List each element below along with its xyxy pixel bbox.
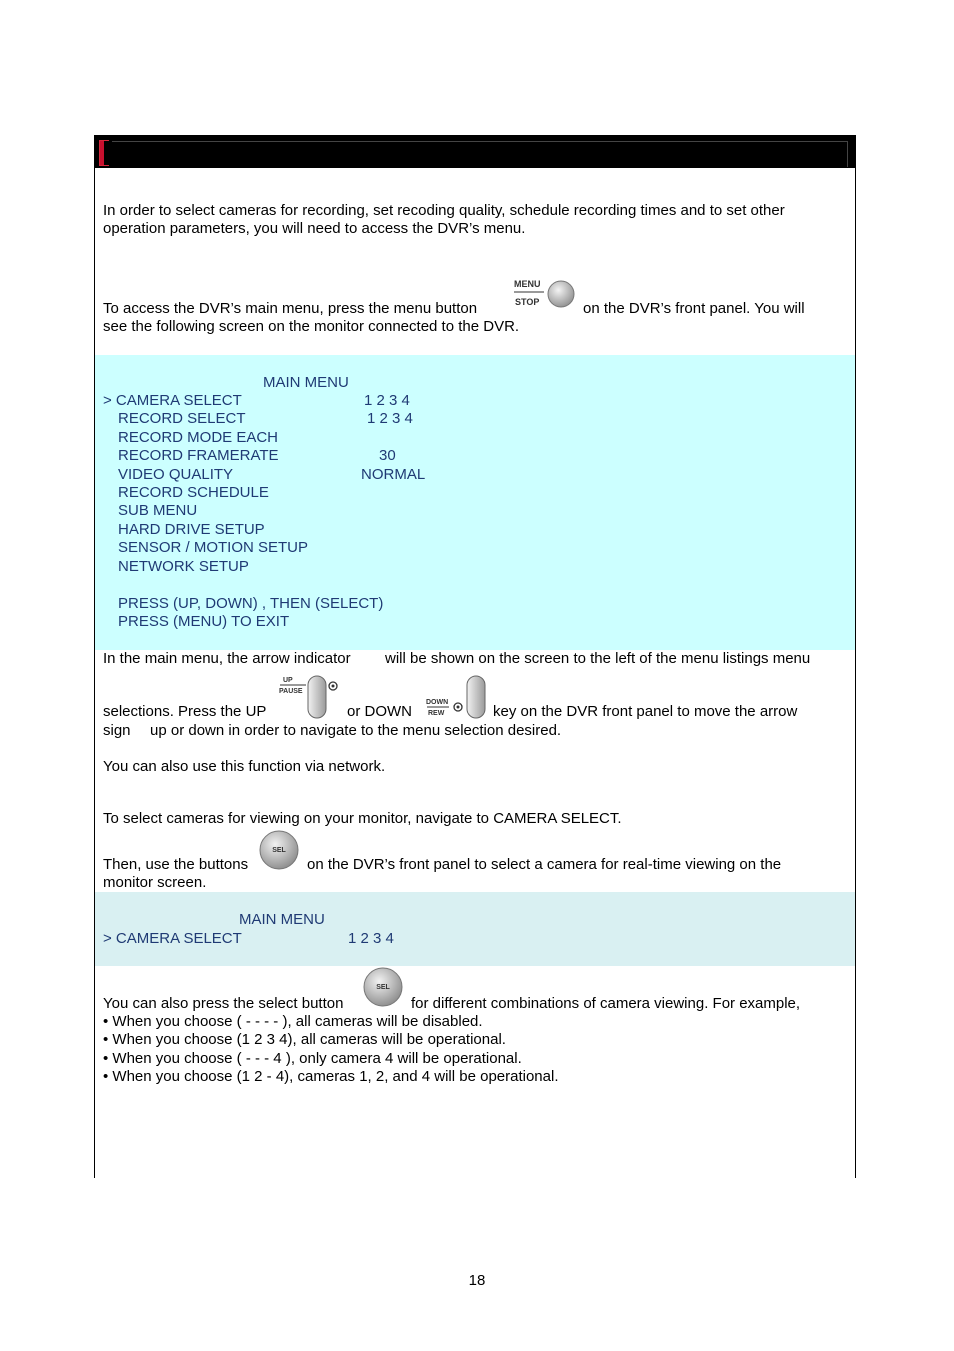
- access-line-1a: To access the DVR’s main menu, press the menu button: [103, 300, 478, 317]
- nav-line-2b: or DOWN: [347, 703, 412, 720]
- section-header-bar: [94, 135, 856, 168]
- menu-item-label: NETWORK SETUP: [118, 558, 249, 575]
- down-rew-button-icon: [425, 674, 489, 720]
- menu-hint-1: PRESS (UP, DOWN) , THEN (SELECT): [118, 595, 384, 612]
- menu-item-value: NORMAL: [361, 466, 426, 483]
- camera-select-panel: [95, 892, 855, 966]
- nav-line-3b: up or down in order to navigate to the menu selection desired.: [150, 722, 562, 739]
- menu-item-value: 1 2 3 4: [364, 392, 410, 409]
- nav-line-2a: selections. Press the UP: [103, 703, 267, 720]
- menu-item-label: HARD DRIVE SETUP: [118, 521, 265, 538]
- menu-item-label: > CAMERA SELECT: [103, 392, 242, 409]
- sel-icon-text: SEL: [272, 847, 286, 854]
- mini-menu-title: MAIN MENU: [239, 911, 325, 928]
- sel-button-icon: [258, 830, 300, 872]
- menu-item-value: 1 2 3 4: [367, 410, 413, 427]
- camera-line-1: To select cameras for viewing on your monitor, navigate to CAMERA SELECT.: [103, 810, 622, 827]
- sel-icon-text: SEL: [376, 984, 390, 991]
- mini-menu-label: > CAMERA SELECT: [103, 930, 242, 947]
- menu-icon-text: MENU: [514, 279, 541, 289]
- menu-item-label: SENSOR / MOTION SETUP: [118, 539, 309, 556]
- camera-line-2a: Then, use the buttons: [103, 856, 249, 873]
- main-menu-title: MAIN MENU: [263, 374, 349, 391]
- intro-line-2: operation parameters, you will need to access the DVR’s menu.: [103, 220, 526, 237]
- header-accent-fill: [100, 141, 104, 165]
- camera-line-2b: on the DVR’s front panel to select a camera for real-time viewing on the: [307, 856, 782, 873]
- camera-line-3: monitor screen.: [103, 874, 207, 891]
- bullet-item: • When you choose ( - - - 4 ), only camera 4 will be operational.: [103, 1050, 522, 1067]
- bullet-item: • When you choose (1 2 - 4), cameras 1, 2, and 4 will be operational.: [103, 1068, 559, 1085]
- intro-line-1: In order to select cameras for recording, set recoding quality, schedule recording times and to set other: [103, 202, 785, 219]
- menu-item-value: 30: [379, 447, 396, 464]
- nav-line-1b: will be shown on the screen to the left of the menu listings menu: [385, 650, 811, 667]
- sel-button-icon: [362, 967, 404, 1009]
- pause-icon-text: PAUSE: [279, 688, 303, 695]
- network-note: You can also use this function via network.: [103, 758, 386, 775]
- bullet-item: • When you choose ( - - - - ), all cameras will be disabled.: [103, 1013, 483, 1030]
- down-icon-text: DOWN: [426, 699, 449, 706]
- rew-icon-text: REW: [428, 710, 445, 717]
- nav-line-2c: key on the DVR front panel to move the arrow: [493, 703, 798, 720]
- nav-line-1a: In the main menu, the arrow indicator: [103, 650, 351, 667]
- select-line-1b: for different combinations of camera viewing. For example,: [411, 995, 801, 1012]
- up-pause-button-icon: [278, 674, 342, 720]
- menu-item-label: RECORD SELECT: [118, 410, 246, 427]
- header-inner-border: [112, 141, 848, 167]
- menu-item-label: SUB MENU: [118, 502, 198, 519]
- up-icon-text: UP: [283, 677, 293, 684]
- menu-item-label: VIDEO QUALITY: [118, 466, 234, 483]
- menu-hint-2: PRESS (MENU) TO EXIT: [118, 613, 290, 630]
- bullet-item: • When you choose (1 2 3 4), all cameras will be operational.: [103, 1031, 506, 1048]
- page-number: 18: [468, 1272, 486, 1289]
- stop-icon-text: STOP: [515, 297, 540, 307]
- select-line-1a: You can also press the select button: [103, 995, 344, 1012]
- menu-stop-button-icon: [512, 278, 576, 312]
- menu-item-label: RECORD FRAMERATE: [118, 447, 279, 464]
- mini-menu-value: 1 2 3 4: [348, 930, 394, 947]
- access-line-1b: on the DVR’s front panel. You will: [583, 300, 805, 317]
- nav-line-3a: sign: [103, 722, 131, 739]
- menu-item-label: RECORD MODE EACH: [118, 429, 279, 446]
- access-line-2: see the following screen on the monitor connected to the DVR.: [103, 318, 520, 335]
- menu-item-label: RECORD SCHEDULE: [118, 484, 269, 501]
